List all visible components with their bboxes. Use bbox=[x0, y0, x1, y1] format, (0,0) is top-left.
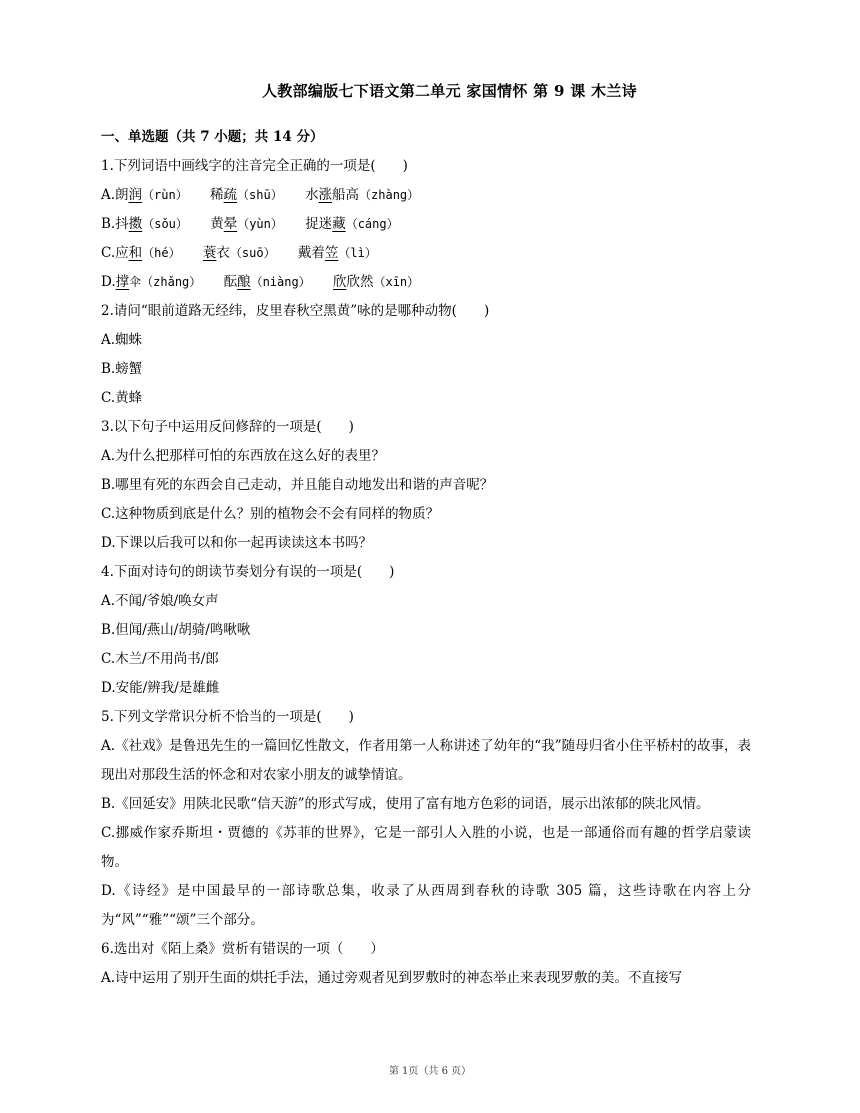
question-3-option-d: D.下课以后我可以和你一起再读读这本书吗？ bbox=[101, 535, 373, 551]
option-part: D.撑伞（zhǎng） bbox=[101, 274, 202, 290]
question-3-option-c: C.这种物质到底是什么？别的植物会不会有同样的物质？ bbox=[101, 506, 440, 522]
question-5-option-b: B.《回延安》用陕北民歌“信天游”的形式写成，使用了富有地方色彩的词语，展示出浓郁的陕北风情。 bbox=[101, 796, 710, 812]
option-part: 酝酿（niàng） bbox=[223, 274, 311, 290]
question-1-option-b bbox=[101, 210, 751, 239]
option-part: 稀疏（shū） bbox=[210, 187, 283, 203]
question-2-option-b: B.螃蟹 bbox=[101, 361, 143, 377]
page-footer: 第 1页（共 6 页） bbox=[388, 1066, 472, 1077]
option-part: 捉迷藏（cáng） bbox=[305, 216, 399, 232]
question-4-option-c: C.木兰/不用尚书/郎 bbox=[101, 651, 219, 667]
option-part: B.抖擞（sǒu） bbox=[101, 216, 188, 232]
question-2-option-a: A.蜘蛛 bbox=[101, 332, 143, 348]
question-5-option-a: A.《社戏》是鲁迅先生的一篇回忆性散文，作者用第一人称讲述了幼年的“我”随母归省小住平桥村的故事，表现出对那段生活的怀念和对农家小朋友的诚挚情谊。 bbox=[101, 738, 751, 783]
question-1-stem: 1.下列词语中画线字的注音完全正确的一项是( ) bbox=[101, 158, 408, 174]
document-title: 人教部编版七下语文第二单元 家国情怀 第 9 课 木兰诗 bbox=[262, 82, 637, 100]
option-part: 水涨船高（zhàng） bbox=[305, 187, 420, 203]
question-3-option-a: A.为什么把那样可怕的东西放在这么好的表里？ bbox=[101, 448, 386, 464]
question-4-option-a: A.不闻/爷娘/唤女声 bbox=[101, 593, 219, 609]
question-6-option-a: A.诗中运用了别开生面的烘托手法，通过旁观者见到罗敷时的神态举止来表现罗敷的美。不直接写 bbox=[101, 970, 683, 986]
option-part: A.朗润（rùn） bbox=[101, 187, 188, 203]
question-4-option-d: D.安能/辨我/是雄雌 bbox=[101, 680, 220, 696]
option-part: 黄晕（yùn） bbox=[210, 216, 283, 232]
option-part: 戴着笠（lì） bbox=[297, 245, 377, 261]
question-4-stem: 4.下面对诗句的朗读节奏划分有误的一项是( ) bbox=[101, 564, 395, 580]
question-1-option-c bbox=[101, 239, 751, 268]
question-6-stem: 6.选出对《陌上桑》赏析有错误的一项（ ） bbox=[101, 941, 384, 957]
question-3-stem: 3.以下句子中运用反问修辞的一项是( ) bbox=[101, 419, 354, 435]
option-part: 欣欣然（xīn） bbox=[332, 274, 420, 290]
question-3-option-b: B.哪里有死的东西会自己走动，并且能自动地发出和谐的声音呢？ bbox=[101, 477, 494, 493]
question-5-stem: 5.下列文学常识分析不恰当的一项是( ) bbox=[101, 709, 354, 725]
option-part: 蓑衣（suō） bbox=[202, 245, 276, 261]
option-part: C.应和（hé） bbox=[101, 245, 181, 261]
question-1-option-a bbox=[101, 181, 751, 210]
question-5-option-c: C.挪威作家乔斯坦・贾德的《苏菲的世界》，它是一部引人入胜的小说，也是一部通俗而有趣的哲学启蒙读物。 bbox=[101, 825, 751, 870]
question-2-stem: 2.请问“眼前道路无经纬，皮里春秋空黑黄”咏的是哪种动物( ) bbox=[101, 303, 490, 319]
question-5-option-d: D.《诗经》是中国最早的一部诗歌总集，收录了从西周到春秋的诗歌 305 篇，这些诗歌在内容上分为“风”“雅”“颂”三个部分。 bbox=[101, 883, 751, 928]
section-heading: 一、单选题（共 7 小题；共 14 分） bbox=[101, 129, 324, 145]
question-1-option-d bbox=[101, 268, 751, 297]
question-4-option-b: B.但闻/燕山/胡骑/鸣啾啾 bbox=[101, 622, 251, 638]
question-2-option-c: C.黄蜂 bbox=[101, 390, 143, 406]
document-body bbox=[101, 123, 751, 993]
